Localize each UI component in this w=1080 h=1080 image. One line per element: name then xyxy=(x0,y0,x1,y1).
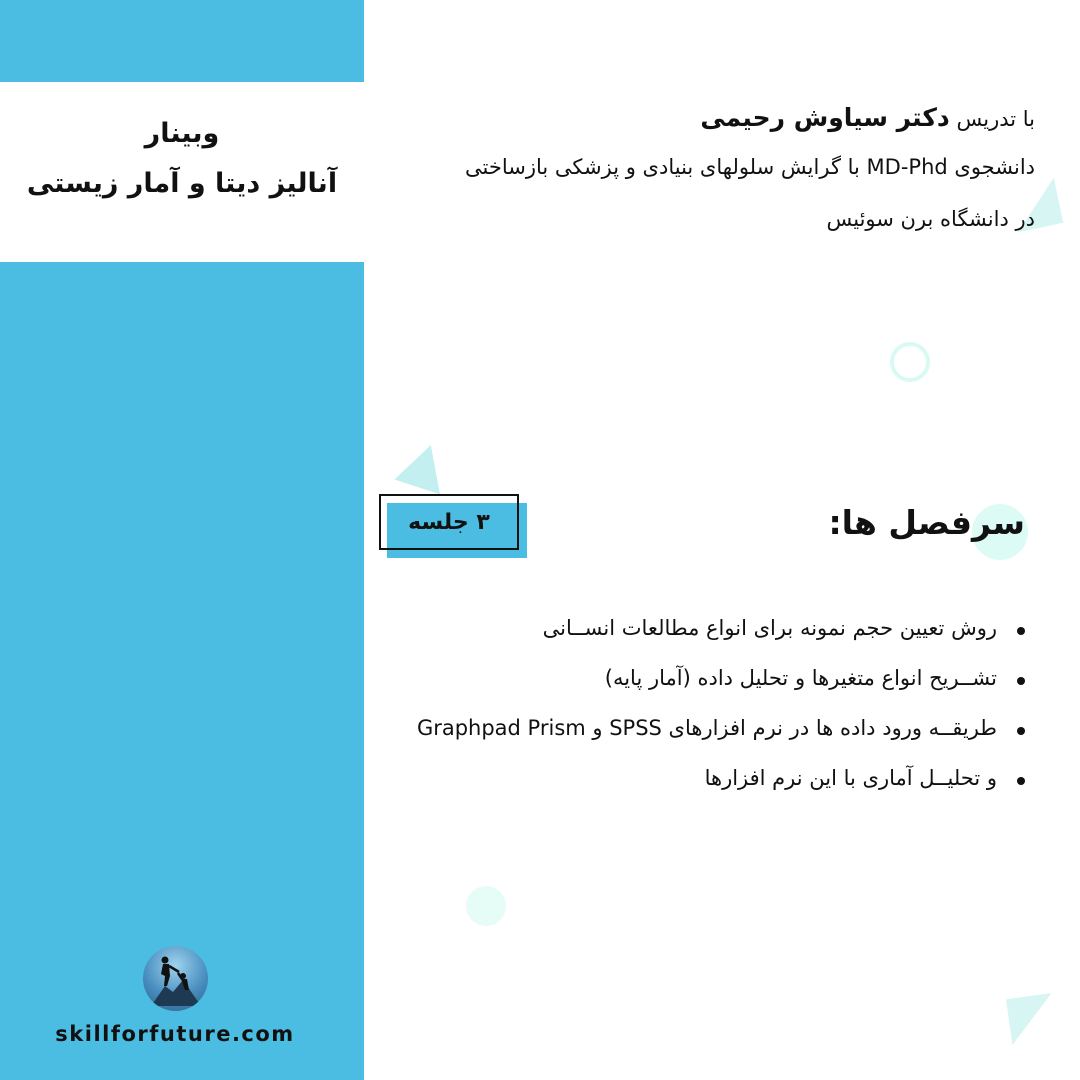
sidebar-top-block xyxy=(0,0,364,82)
ring-decoration xyxy=(890,342,930,382)
webinar-label: وبینار xyxy=(144,118,220,149)
dot-decoration xyxy=(466,886,506,926)
instructor-degree: دانشجوی MD-Phd با گرایش سلولهای بنیادی و پزشکی بازساختی xyxy=(465,155,1035,179)
climbers-logo-icon xyxy=(143,946,208,1011)
list-item xyxy=(365,660,1025,710)
list-item xyxy=(365,760,1025,810)
bullet-icon xyxy=(1017,727,1025,735)
topics-list xyxy=(365,610,1025,810)
bullet-icon xyxy=(1017,677,1025,685)
bullet-icon xyxy=(1017,777,1025,785)
sessions-badge xyxy=(379,494,529,560)
webinar-title: آنالیز دیتا و آمار زیستی xyxy=(26,168,338,199)
instructor-line xyxy=(700,103,1035,132)
topic-text: تشــریح انواع متغیرها و تحلیل داده (آمار پایه) xyxy=(604,666,997,690)
bullet-icon xyxy=(1017,627,1025,635)
instructor-name: دکتر سیاوش رحیمی xyxy=(700,103,950,132)
topic-text: طریقــه ورود داده ها در نرم افزارهای SPSS و Graphpad Prism xyxy=(416,716,997,740)
list-item xyxy=(365,710,1025,760)
topics-heading: سرفصل ها: xyxy=(828,503,1025,542)
sessions-label: ۳ جلسه xyxy=(379,494,519,550)
website-url: skillforfuture.com xyxy=(55,1022,295,1046)
topic-text: و تحلیــل آماری با این نرم افزارها xyxy=(704,766,997,790)
list-item xyxy=(365,610,1025,660)
topic-text: روش تعیین حجم نمونه برای انواع مطالعات انســانی xyxy=(542,616,997,640)
triangle-decoration xyxy=(1006,993,1058,1045)
instructor-prefix: با تدریس xyxy=(956,107,1035,131)
triangle-decoration xyxy=(394,438,453,495)
instructor-university: در دانشگاه برن سوئیس xyxy=(826,207,1035,231)
